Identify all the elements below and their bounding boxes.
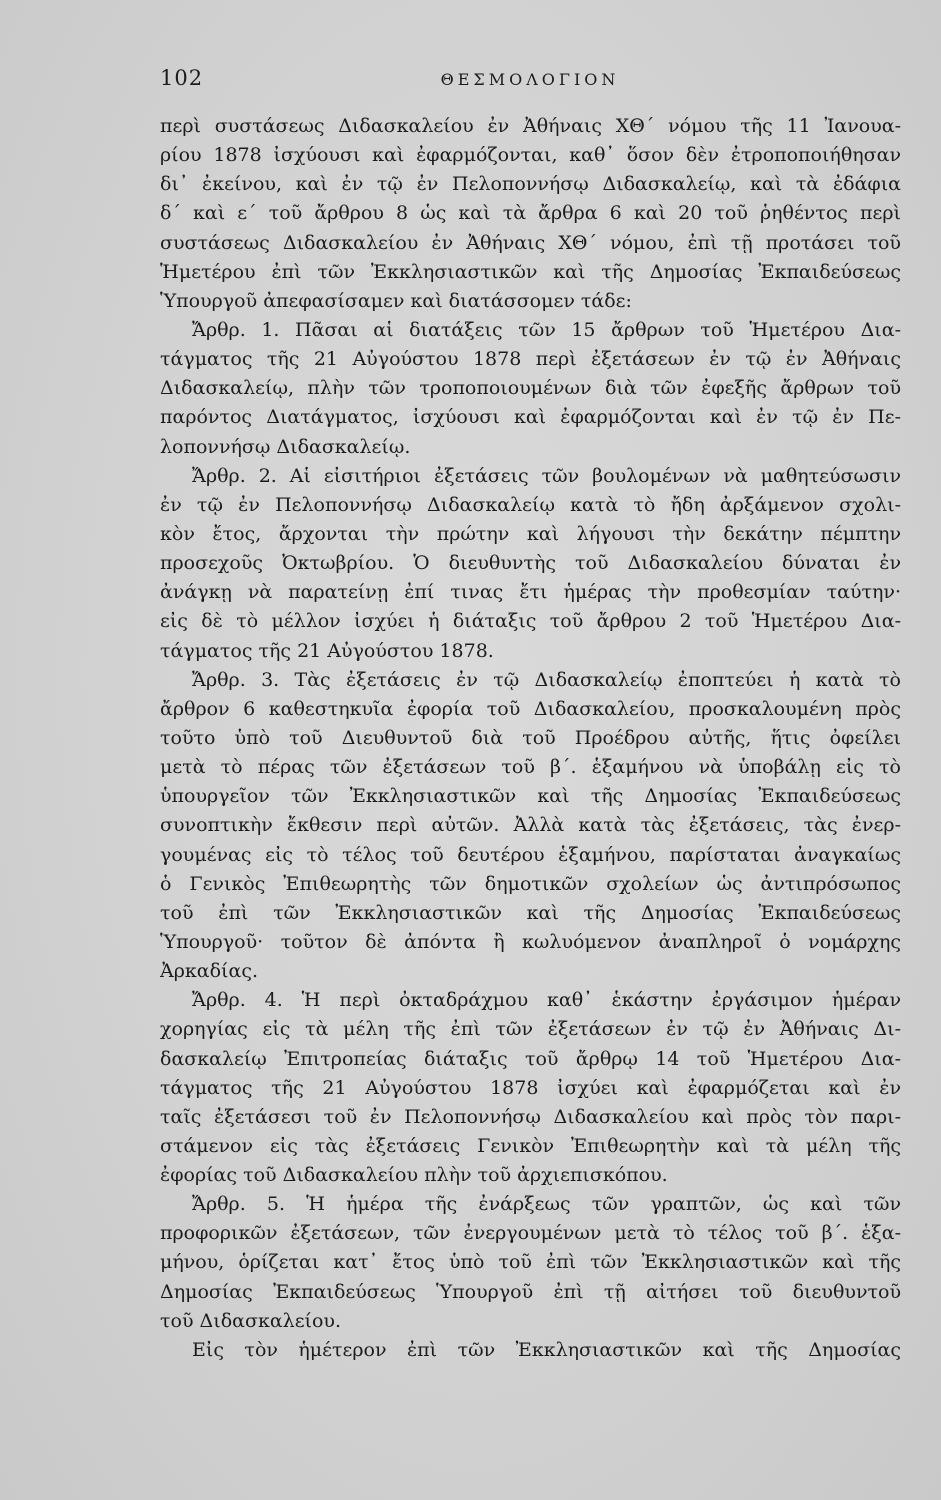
page-header [160,66,900,98]
text-line: τοῦ ἐπὶ τῶν Ἐκκλησιαστικῶν καὶ τῆς Δημοσίας Ἐκπαιδεύσεως [160,901,901,924]
text-line: Διδασκαλείῳ, πλὴν τῶν τροποποιουμένων διὰ τῶν ἐφεξῆς ἄρθρων τοῦ [160,377,901,400]
text-line: ἐν τῷ ἐν Πελοποννήσῳ Διδασκαλείῳ κατὰ τὸ ἤδη ἀρξάμενον σχολι- [160,493,901,516]
text-line: εἰς δὲ τὸ μέλλον ἰσχύει ἡ διάταξις τοῦ ἄρθρου 2 τοῦ Ἡμετέρου Δια- [160,610,901,633]
text-line: συνοπτικὴν ἔκθεσιν περὶ αὐτῶν. Ἀλλὰ κατὰ τὰς ἐξετάσεις, τὰς ἐνερ- [160,814,901,837]
text-line: Ἄρθρ. 4. Ἡ περὶ ὀκταδράχμου καθ᾽ ἑκάστην ἐργάσιμον ἡμέραν [192,989,901,1012]
text-line: Ἡμετέρου ἐπὶ τῶν Ἐκκλησιαστικῶν καὶ τῆς Δημοσίας Ἐκπαιδεύσεως [160,260,901,283]
text-line: τοῦτο ὑπὸ τοῦ Διευθυντοῦ διὰ τοῦ Προέδρου αὐτῆς, ἥτις ὀφείλει [160,726,901,749]
text-line: ὑπουργεῖον τῶν Ἐκκλησιαστικῶν καὶ τῆς Δημοσίας Ἐκπαιδεύσεως [160,785,901,808]
text-line: γουμένας εἰς τὸ τέλος τοῦ δευτέρου ἑξαμήνου, παρίσταται ἀναγκαίως [160,843,901,866]
text-line: τοῦ Διδασκαλείου. [160,1309,342,1332]
text-line: τάγματος τῆς 21 Αὐγούστου 1878 περὶ ἐξετάσεων ἐν τῷ ἐν Ἀθήναις [160,348,901,371]
text-line: Ἄρθρ. 5. Ἡ ἡμέρα τῆς ἐνάρξεως τῶν γραπτῶν, ὡς καὶ τῶν [192,1193,901,1216]
text-line: λοποννήσῳ Διδασκαλείῳ. [160,435,411,458]
text-line: παρόντος Διατάγματος, ἰσχύουσι καὶ ἐφαρμόζονται καὶ ἐν τῷ ἐν Πε- [160,406,901,429]
text-line: ἐφορίας τοῦ Διδασκαλείου πλὴν τοῦ ἀρχιεπισκόπου. [160,1164,668,1187]
text-line: δ΄ καὶ ε΄ τοῦ ἄρθρου 8 ὡς καὶ τὰ ἄρθρα 6 καὶ 20 τοῦ ῥηθέντος περὶ [160,202,901,225]
text-line: ταῖς ἐξετάσεσι τοῦ ἐν Πελοποννήσῳ Διδασκαλείου καὶ πρὸς τὸν παρι- [160,1105,901,1128]
text-line: προφορικῶν ἐξετάσεων, τῶν ἐνεργουμένων μετὰ τὸ τέλος τοῦ β΄. ἑξα- [160,1222,901,1245]
text-line: Ἄρθρ. 3. Τὰς ἐξετάσεις ἐν τῷ Διδασκαλείῳ ἐποπτεύει ἡ κατὰ τὸ [192,668,901,691]
text-line: ρίου 1878 ἰσχύουσι καὶ ἐφαρμόζονται, καθ᾽ ὅσον δὲν ἐτροποποιήθησαν [160,144,901,167]
text-line: Εἰς τὸν ἡμέτερον ἐπὶ τῶν Ἐκκλησιαστικῶν καὶ τῆς Δημοσίας [192,1338,901,1361]
text-line: μήνου, ὁρίζεται κατ᾽ ἔτος ὑπὸ τοῦ ἐπὶ τῶν Ἐκκλησιαστικῶν καὶ τῆς [160,1251,901,1274]
text-line: τάγματος τῆς 21 Αὐγούστου 1878 ἰσχύει καὶ ἐφαρμόζεται καὶ ἐν [160,1076,901,1099]
text-line: Ὑπουργοῦ· τοῦτον δὲ ἀπόντα ἢ κωλυόμενον ἀναπληροῖ ὁ νομάρχης [160,930,901,953]
text-line: χορηγίας εἰς τὰ μέλη τῆς ἐπὶ τῶν ἐξετάσεων ἐν τῷ ἐν Ἀθήναις Δι- [160,1018,901,1041]
text-line: δασκαλείῳ Ἐπιτροπείας διάταξις τοῦ ἄρθρῳ 14 τοῦ Ἡμετέρου Δια- [160,1047,901,1070]
text-line: προσεχοῦς Ὀκτωβρίου. Ὁ διευθυντὴς τοῦ Διδασκαλείου δύναται ἐν [160,552,901,575]
text-line: κὸν ἔτος, ἄρχονται τὴν πρώτην καὶ λήγουσι τὴν δεκάτην πέμπτην [160,522,901,545]
page-number: 102 [160,66,204,90]
body-text [160,112,901,1365]
running-title: ΘΕΣΜΟΛΟΓΙΟΝ [440,70,620,89]
text-line: τάγματος τῆς 21 Αὐγούστου 1878. [160,639,494,662]
text-line: Ἀρκαδίας. [160,960,258,983]
text-line: Ὑπουργοῦ ἀπεφασίσαμεν καὶ διατάσσομεν τάδε: [160,289,632,312]
text-line: Ἄρθρ. 1. Πᾶσαι αἱ διατάξεις τῶν 15 ἄρθρων τοῦ Ἡμετέρου Δια- [192,318,901,341]
text-line: Δημοσίας Ἐκπαιδεύσεως Ὑπουργοῦ ἐπὶ τῇ αἰτήσει τοῦ διευθυντοῦ [160,1280,901,1303]
text-line: δι᾽ ἐκείνου, καὶ ἐν τῷ ἐν Πελοποννήσῳ Διδασκαλείῳ, καὶ τὰ ἐδάφια [160,173,901,196]
text-line: ἄρθρον 6 καθεστηκυῖα ἐφορία τοῦ Διδασκαλείου, προσκαλουμένη πρὸς [160,697,901,720]
text-line: μετὰ τὸ πέρας τῶν ἐξετάσεων τοῦ β΄. ἑξαμήνου νὰ ὑποβάλῃ εἰς τὸ [160,756,901,779]
text-line: ὁ Γενικὸς Ἐπιθεωρητὴς τῶν δημοτικῶν σχολείων ὡς ἀντιπρόσωπος [160,872,901,895]
text-line: στάμενον εἰς τὰς ἐξετάσεις Γενικὸν Ἐπιθεωρητὴν καὶ τὰ μέλη τῆς [160,1134,901,1157]
text-line: συστάσεως Διδασκαλείου ἐν Ἀθήναις ΧΘ΄ νόμου, ἐπὶ τῇ προτάσει τοῦ [160,231,901,254]
text-line: περὶ συστάσεως Διδασκαλείου ἐν Ἀθήναις ΧΘ΄ νόμου τῆς 11 Ἰανουα- [160,115,901,137]
text-line: Ἄρθρ. 2. Αἱ εἰσιτήριοι ἐξετάσεις τῶν βουλομένων νὰ μαθητεύσωσιν [192,464,901,487]
text-line: ἀνάγκῃ νὰ παρατείνῃ ἐπί τινας ἔτι ἡμέρας τὴν προθεσμίαν ταύτην· [160,581,901,604]
